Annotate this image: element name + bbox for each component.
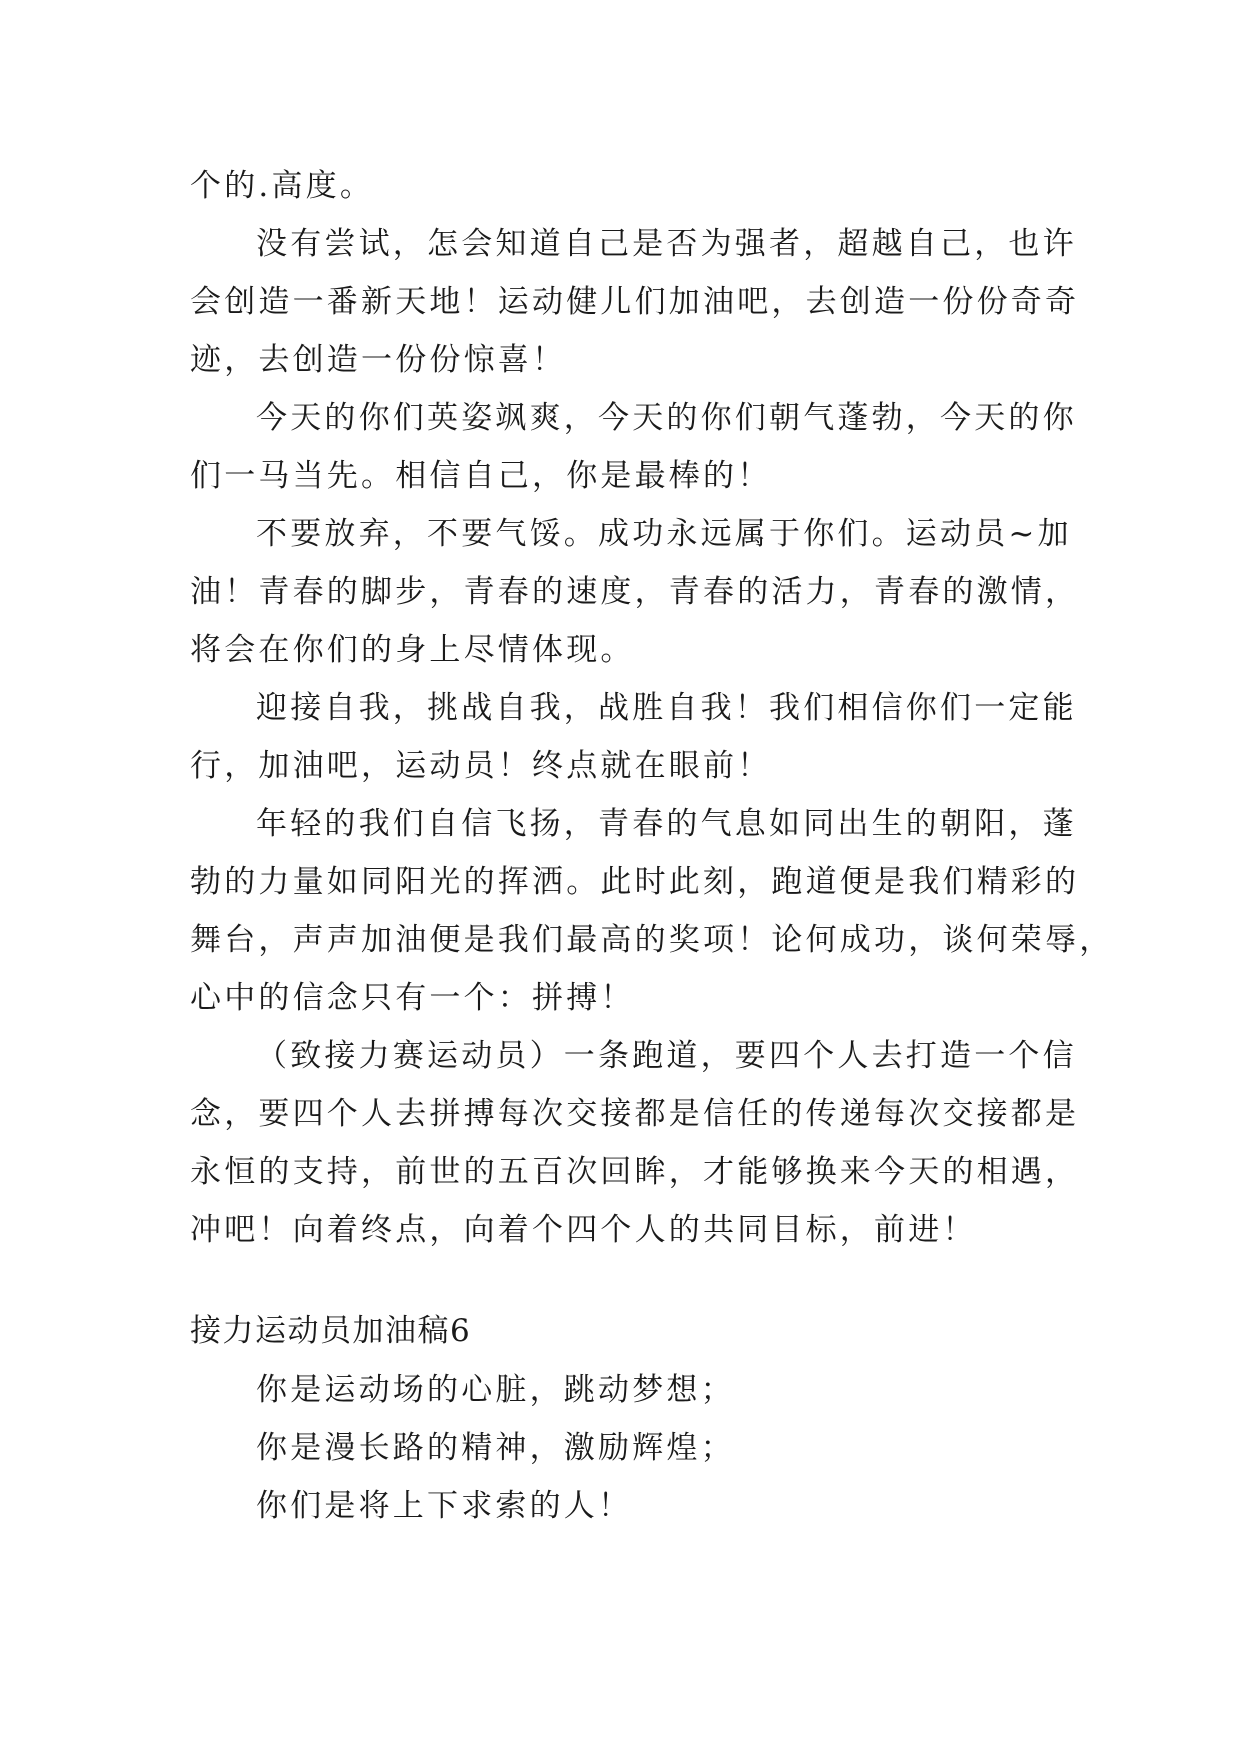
paragraph-line: 心中的信念只有一个：拼搏！ [190,980,635,1016]
paragraph-line: 念，要四个人去拼搏每次交接都是信任的传递每次交接都是 [190,1096,1080,1132]
paragraph-line: （致接力赛运动员）一条跑道，要四个人去打造一个信 [256,1038,1077,1074]
paragraph-line: 舞台，声声加油便是我们最高的奖项！论何成功，谈何荣辱， [190,922,1114,958]
paragraph-line: 行，加油吧，运动员！终点就在眼前！ [190,748,772,784]
paragraph-line: 不要放弃，不要气馁。成功永远属于你们。运动员~加 [256,516,1072,552]
poem-line: 你是运动场的心脏，跳动梦想； [256,1372,735,1408]
paragraph-line: 勃的力量如同阳光的挥洒。此时此刻，跑道便是我们精彩的 [190,864,1080,900]
paragraph-line: 年轻的我们自信飞扬，青春的气息如同出生的朝阳，蓬 [256,806,1077,842]
paragraph-line: 将会在你们的身上尽情体现。 [190,632,635,668]
poem-line: 你是漫长路的精神，激励辉煌； [256,1430,735,1466]
paragraph-line: 今天的你们英姿飒爽，今天的你们朝气蓬勃，今天的你 [256,400,1077,436]
section-title: 接力运动员加油稿6 [190,1313,472,1349]
paragraph-line: 冲吧！向着终点，向着个四个人的共同目标，前进！ [190,1212,977,1248]
paragraph-line: 们一马当先。相信自己，你是最棒的！ [190,458,772,494]
paragraph-line: 油！青春的脚步，青春的速度，青春的活力，青春的激情， [190,574,1080,610]
paragraph-line: 个的.高度。 [190,168,375,204]
paragraph-line: 会创造一番新天地！运动健儿们加油吧，去创造一份份奇奇 [190,284,1080,320]
paragraph-line: 迹，去创造一份份惊喜！ [190,342,567,378]
poem-line: 你们是将上下求索的人！ [256,1488,633,1524]
paragraph-line: 迎接自我，挑战自我，战胜自我！我们相信你们一定能 [256,690,1077,726]
paragraph-line: 永恒的支持，前世的五百次回眸，才能够换来今天的相遇， [190,1154,1080,1190]
paragraph-line: 没有尝试，怎会知道自己是否为强者，超越自己，也许 [256,226,1077,262]
